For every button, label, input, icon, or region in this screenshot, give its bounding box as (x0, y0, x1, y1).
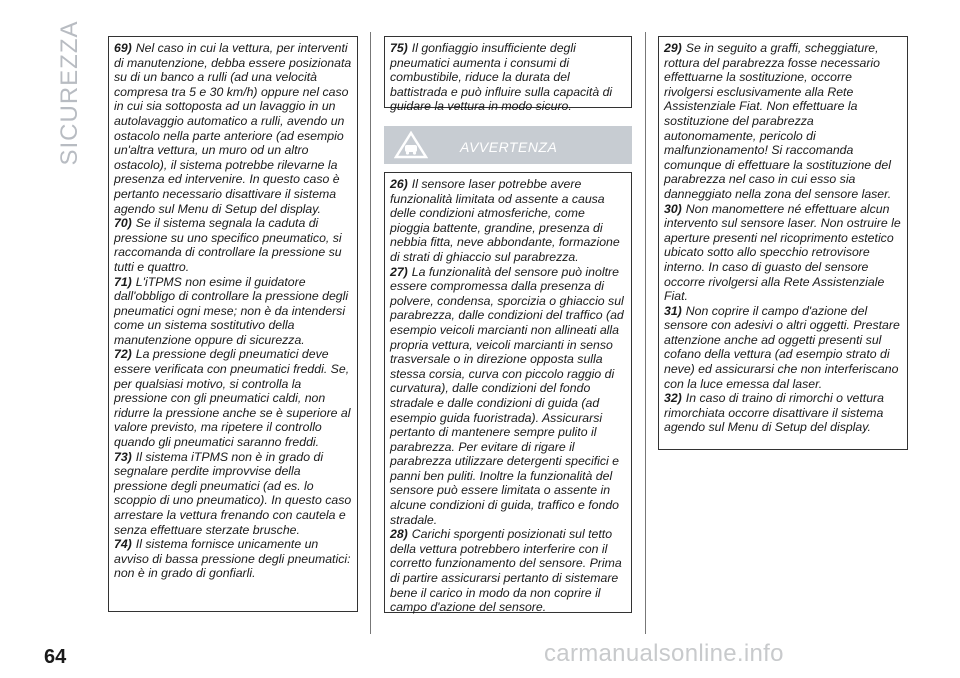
page-number: 64 (44, 646, 67, 668)
note-text: Se in seguito a graffi, scheggiature, rottura del parabrezza fosse necessario effettuarne la sostituzione, occorre rivolgersi esclusivamente alla Rete Assistenziale Fiat. Non effettuare la sostituzione del parabrezza autonomamente, pericolo di malfunzionamento! Si raccomanda comunque di effettuare la sostituzione del parabrezza nel caso in cui esso sia danneggiato nella zona del sensore laser. (664, 41, 892, 201)
note-text: La funzionalità del sensore può inoltre essere compromessa dalla presenza di polvere, condensa, sporcizia o ghiaccio sul parabrezza, dalle condizioni del traffico (ad esempio veicoli marcianti non allineati alla propria vettura, veicoli marcianti in senso trasversale o in direzione opposta sulla stessa corsia, curva con piccolo raggio di curvatura), dalle condizioni del fondo stradale e dalle condizioni di guida (ad esempio guida fuoristrada). Assicurarsi pertanto di mantenere sempre pulito il parabrezza. Per evitare di rigare il parabrezza utilizzare detergenti specifici e panni ben puliti. Inoltre la funzionalità del sensore può essere limitata o assente in alcune condizioni di guida, traffico e fondo stradale. (390, 264, 624, 527)
warning-title: AVVERTENZA (460, 139, 558, 155)
notes-list (390, 177, 627, 615)
note-item (664, 41, 903, 202)
column-divider (370, 32, 371, 634)
note-item (114, 275, 353, 348)
note-number: 74) (114, 537, 132, 552)
warning-banner (384, 126, 632, 164)
note-text: Il sistema iTPMS non è in grado di segnalare perdite improvvise della pressione degli pneumatici (ad es. lo scoppio di uno pneumatico). In questo caso arrestare la vettura frenando con cautela e senza effettuare sterzate brusche. (114, 449, 352, 537)
notes-list (390, 41, 627, 114)
note-text: In caso di traino di rimorchi o vettura rimorchiata occorre disattivare il sistema agendo sul Menu di Setup del display. (664, 391, 884, 435)
note-item (664, 391, 903, 435)
note-number: 69) (114, 41, 132, 55)
notes-list (664, 41, 903, 435)
watermark: carmanualsonline.info (544, 640, 784, 667)
notes-box-col2-top (384, 36, 632, 114)
note-item (390, 177, 627, 265)
note-text: Il sistema fornisce unicamente un avviso di bassa pressione degli pneumatici: non è in grado di gonfiarli. (114, 537, 351, 581)
note-text: L'iTPMS non esime il guidatore dall'obbligo di controllare la pressione degli pneumatici ogni mese; non è da intendersi come un sistema sostitutivo della manutenzione oppure di sicurezza. (114, 274, 349, 347)
note-number: 27) (390, 264, 408, 279)
section-title (56, 20, 83, 166)
note-number: 28) (390, 527, 408, 542)
note-item (664, 304, 903, 392)
note-text: Non manomettere né effettuare alcun intervento sul sensore laser. Non ostruire le aperture presenti nel ricoprimento estetico ubicato sotto allo specchio retrovisore interno. In caso di guasto del sensore occorre rivolgersi alla Rete Assistenziale Fiat. (664, 201, 901, 304)
note-item (114, 537, 353, 581)
note-item (114, 216, 353, 274)
note-item (114, 41, 353, 216)
notes-box-col1 (108, 36, 358, 612)
note-item (114, 450, 353, 538)
note-number: 75) (390, 41, 408, 55)
note-text: Carichi sporgenti posizionati sul tetto della vettura potrebbero interferire con il corretto funzionamento del sensore. Prima di partire assicurarsi pertanto di sistemare bene il carico in modo da non coprire il campo d'azione del sensore. (390, 527, 622, 615)
section-title-text: SICUREZZA (56, 20, 83, 166)
note-number: 70) (114, 216, 132, 231)
note-text: Non coprire il campo d'azione del sensore con adesivi o altri oggetti. Prestare attenzione anche ad oggetti presenti sul cofano della vettura (ad esempio strato di neve) ed assicurarsi che non interferiscano con la luce emessa dal laser. (664, 303, 900, 391)
note-number: 26) (390, 177, 408, 191)
note-text: Il gonfiaggio insufficiente degli pneumatici aumenta i consumi di combustibile, riduce la durata del battistrada e può influire sulla capacità di guidare la vettura in modo sicuro. (390, 41, 613, 114)
note-number: 30) (664, 201, 682, 216)
note-item (390, 265, 627, 528)
note-text: Nel caso in cui la vettura, per interventi di manutenzione, debba essere posizionata su di un banco a rulli (ad una velocità compresa tra 5 e 30 km/h) oppure nel caso in cui sia sottoposta ad un lavaggio in un autolavaggio automatico a rulli, avendo un ostacolo nella parte anteriore (ad esempio un'altra vettura, un muro od un altro ostacolo), il sistema potrebbe rilevarne la presenza ed intervenire. In questo caso è pertanto necessario disattivare il sistema agendo sul Menu di Setup del display. (114, 41, 352, 216)
note-number: 71) (114, 274, 132, 289)
note-item (390, 41, 627, 114)
column-divider (645, 32, 646, 634)
note-item (114, 347, 353, 449)
note-text: Il sensore laser potrebbe avere funzionalità limitata od assente a causa delle condizioni atmosferiche, come pioggia battente, grandine, presenza di nebbia fitta, neve abbondante, formazione di strati di ghiaccio sul parabrezza. (390, 177, 620, 264)
note-number: 31) (664, 303, 682, 318)
note-text: La pressione degli pneumatici deve essere verificata con pneumatici freddi. Se, per qualsiasi motivo, si controlla la pressione con gli pneumatici caldi, non ridurre la pressione anche se è superiore al valore previsto, ma ripetere il controllo quando gli pneumatici saranno freddi. (114, 347, 351, 450)
note-item (390, 527, 627, 615)
note-number: 29) (664, 41, 682, 55)
note-number: 32) (664, 391, 682, 406)
car-warning-icon (394, 131, 428, 159)
notes-box-col3 (658, 36, 908, 450)
notes-list (114, 41, 353, 581)
note-number: 72) (114, 347, 132, 362)
notes-box-col2-bottom (384, 172, 632, 613)
note-number: 73) (114, 449, 132, 464)
note-item (664, 202, 903, 304)
note-text: Se il sistema segnala la caduta di pressione su uno specifico pneumatico, si raccomanda di controllare la pressione su tutti e quattro. (114, 216, 342, 274)
